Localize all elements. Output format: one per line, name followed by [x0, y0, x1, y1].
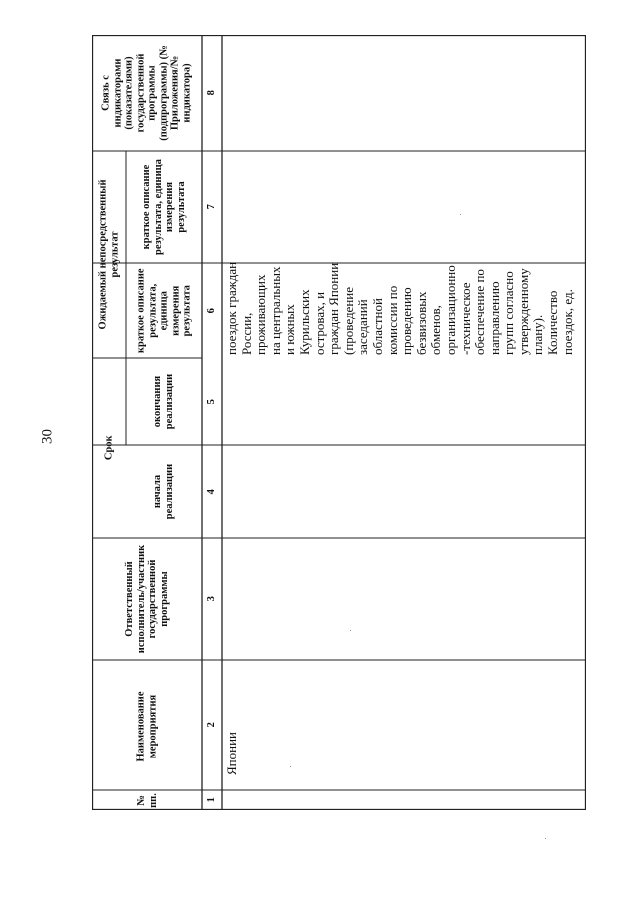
- scan-speck: [290, 766, 291, 767]
- activity-table: [92, 35, 586, 810]
- header-col7: краткое описание результата, единица измерения результата: [141, 159, 187, 255]
- header-col6: краткое описание результата, единица измерения результата: [135, 268, 193, 353]
- column-number-6: 6: [206, 307, 218, 314]
- row-activity-name: Японии: [224, 732, 239, 775]
- header-col8: Связь с индикаторами (показателями) государственной программы (подпрограммы) (№ Приложения/№ индикатора): [100, 45, 193, 141]
- header-result-group: Ожидаемый непосредственный результат: [97, 179, 121, 330]
- column-number-2: 2: [206, 722, 218, 728]
- column-number-4: 4: [206, 488, 218, 495]
- header-col3: Ответственный исполнитель/участник государственной программы: [124, 544, 170, 654]
- scan-speck: [350, 630, 351, 631]
- page-number: 30: [39, 429, 56, 444]
- header-col1: № пп.: [135, 792, 158, 808]
- scan-speck: [460, 214, 461, 215]
- header-col5: окончания реализации: [152, 373, 175, 430]
- column-number-7: 7: [206, 204, 218, 210]
- header-col4: начала реализации: [152, 463, 175, 520]
- row-result-description: поездок граждан России, проживающих на центральных и южных Курильских островах, и граждан Японии (проведение заседаний областной комиссии по проведению безвизовых обменов, организационно -техническое обеспечение по направлению групп согласно утвержденному плану). Количество поездок, ед.: [224, 261, 575, 355]
- column-number-5: 5: [206, 398, 218, 405]
- column-number-8: 8: [206, 90, 218, 96]
- column-number-3: 3: [206, 596, 218, 602]
- scan-speck: [545, 838, 546, 839]
- column-number-1: 1: [206, 797, 218, 803]
- header-srok: Срок: [103, 435, 115, 461]
- header-col2: Наименование мероприятия: [135, 691, 158, 762]
